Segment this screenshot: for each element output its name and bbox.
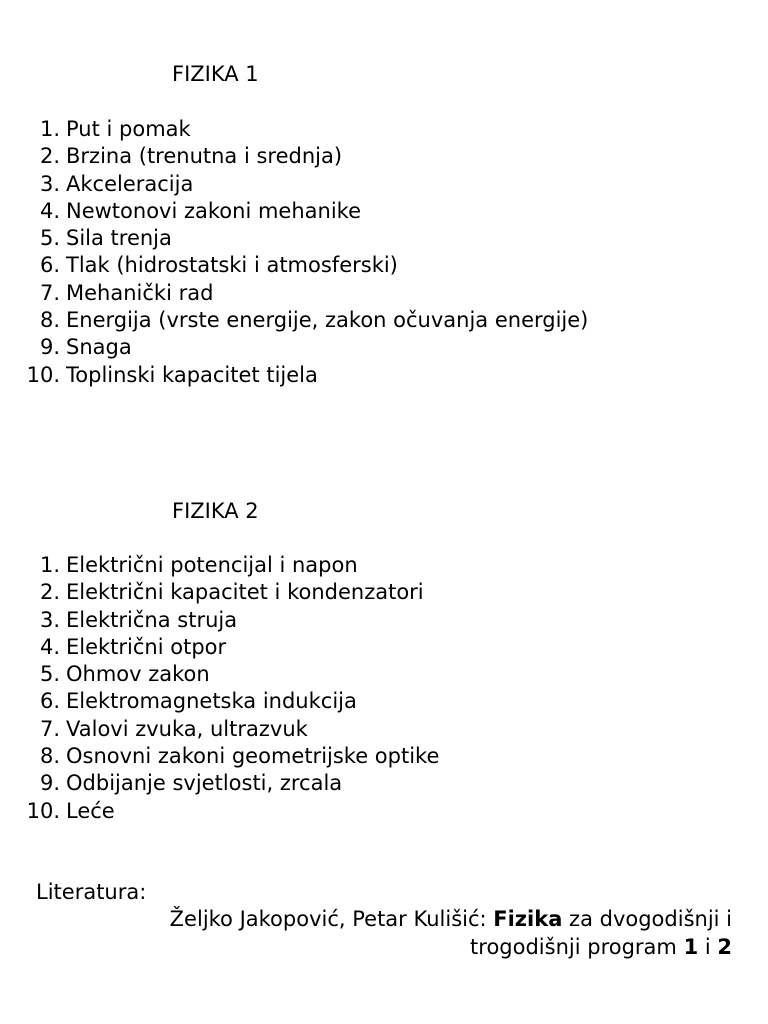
heading-fizika-2: FIZIKA 2 xyxy=(172,499,259,523)
list-item xyxy=(0,607,439,634)
list-item xyxy=(0,770,439,797)
list-item-number: 5. xyxy=(39,662,60,687)
list-item-number: 3. xyxy=(39,607,60,632)
literature-volume-2: 2 xyxy=(717,934,732,959)
list-item-number: 2. xyxy=(39,580,60,605)
list-item-number: 10. xyxy=(26,798,60,823)
list-item-number: 6. xyxy=(39,689,60,714)
list-item xyxy=(0,307,588,334)
list-item-text: Odbijanje svjetlosti, zrcala xyxy=(66,771,343,796)
literature-label: Literatura: xyxy=(36,880,147,904)
list-item xyxy=(0,225,588,252)
literature-book-title: Fizika xyxy=(493,907,563,931)
list-item-number: 1. xyxy=(39,117,60,141)
topic-list-fizika-1 xyxy=(0,116,588,389)
list-item-text: Tlak (hidrostatski i atmosferski) xyxy=(66,253,398,278)
list-item xyxy=(0,634,439,661)
list-item-number: 7. xyxy=(39,280,60,305)
literature-conjunction: i xyxy=(698,934,718,959)
literature-authors: Željko Jakopović, Petar Kulišić: xyxy=(169,907,494,931)
list-item xyxy=(0,552,439,579)
list-item-text: Električni kapacitet i kondenzatori xyxy=(66,580,424,605)
list-item xyxy=(0,362,588,389)
list-item-text: Valovi zvuka, ultrazvuk xyxy=(66,716,308,741)
list-item xyxy=(0,743,439,770)
list-item-number: 4. xyxy=(39,198,60,223)
list-item xyxy=(0,798,439,825)
topic-list-fizika-2 xyxy=(0,552,439,825)
list-item xyxy=(0,252,588,279)
list-item-text: Mehanički rad xyxy=(66,280,214,305)
literature-volume-1: 1 xyxy=(683,934,699,959)
list-item xyxy=(0,198,588,225)
list-item-number: 1. xyxy=(39,553,60,577)
literature-reference xyxy=(92,906,732,961)
list-item xyxy=(0,661,439,688)
list-item-number: 8. xyxy=(39,308,60,333)
literature-program-text: za dvogodišnji i trogodišnji program xyxy=(470,907,732,959)
list-item-text: Newtonovi zakoni mehanike xyxy=(66,198,361,223)
list-item xyxy=(0,143,588,170)
heading-fizika-1: FIZIKA 1 xyxy=(172,62,259,86)
list-item-text: Put i pomak xyxy=(66,117,191,141)
list-item-number: 10. xyxy=(26,362,60,387)
list-item-number: 6. xyxy=(39,253,60,278)
list-item-number: 5. xyxy=(39,226,60,251)
list-item-text: Električna struja xyxy=(66,607,238,632)
list-item-number: 4. xyxy=(39,634,60,659)
list-item-text: Sila trenja xyxy=(66,226,172,251)
list-item xyxy=(0,579,439,606)
list-item xyxy=(0,334,588,361)
list-item-number: 3. xyxy=(39,171,60,196)
list-item-text: Akceleracija xyxy=(66,171,194,196)
list-item-text: Snaga xyxy=(66,335,132,360)
list-item xyxy=(0,280,588,307)
list-item xyxy=(0,116,588,143)
list-item-number: 7. xyxy=(39,716,60,741)
list-item-text: Osnovni zakoni geometrijske optike xyxy=(66,744,440,769)
list-item-number: 9. xyxy=(39,335,60,360)
list-item-text: Brzina (trenutna i srednja) xyxy=(66,144,343,169)
list-item-text: Toplinski kapacitet tijela xyxy=(66,362,318,387)
list-item-number: 2. xyxy=(39,144,60,169)
list-item-text: Leće xyxy=(66,798,115,823)
list-item-text: Električni potencijal i napon xyxy=(66,553,358,577)
list-item-text: Ohmov zakon xyxy=(66,662,210,687)
list-item-text: Električni otpor xyxy=(66,634,227,659)
list-item-text: Elektromagnetska indukcija xyxy=(66,689,357,714)
list-item-number: 9. xyxy=(39,771,60,796)
list-item xyxy=(0,171,588,198)
list-item xyxy=(0,716,439,743)
list-item xyxy=(0,688,439,715)
list-item-text: Energija (vrste energije, zakon očuvanja energije) xyxy=(66,308,589,333)
list-item-number: 8. xyxy=(39,744,60,769)
